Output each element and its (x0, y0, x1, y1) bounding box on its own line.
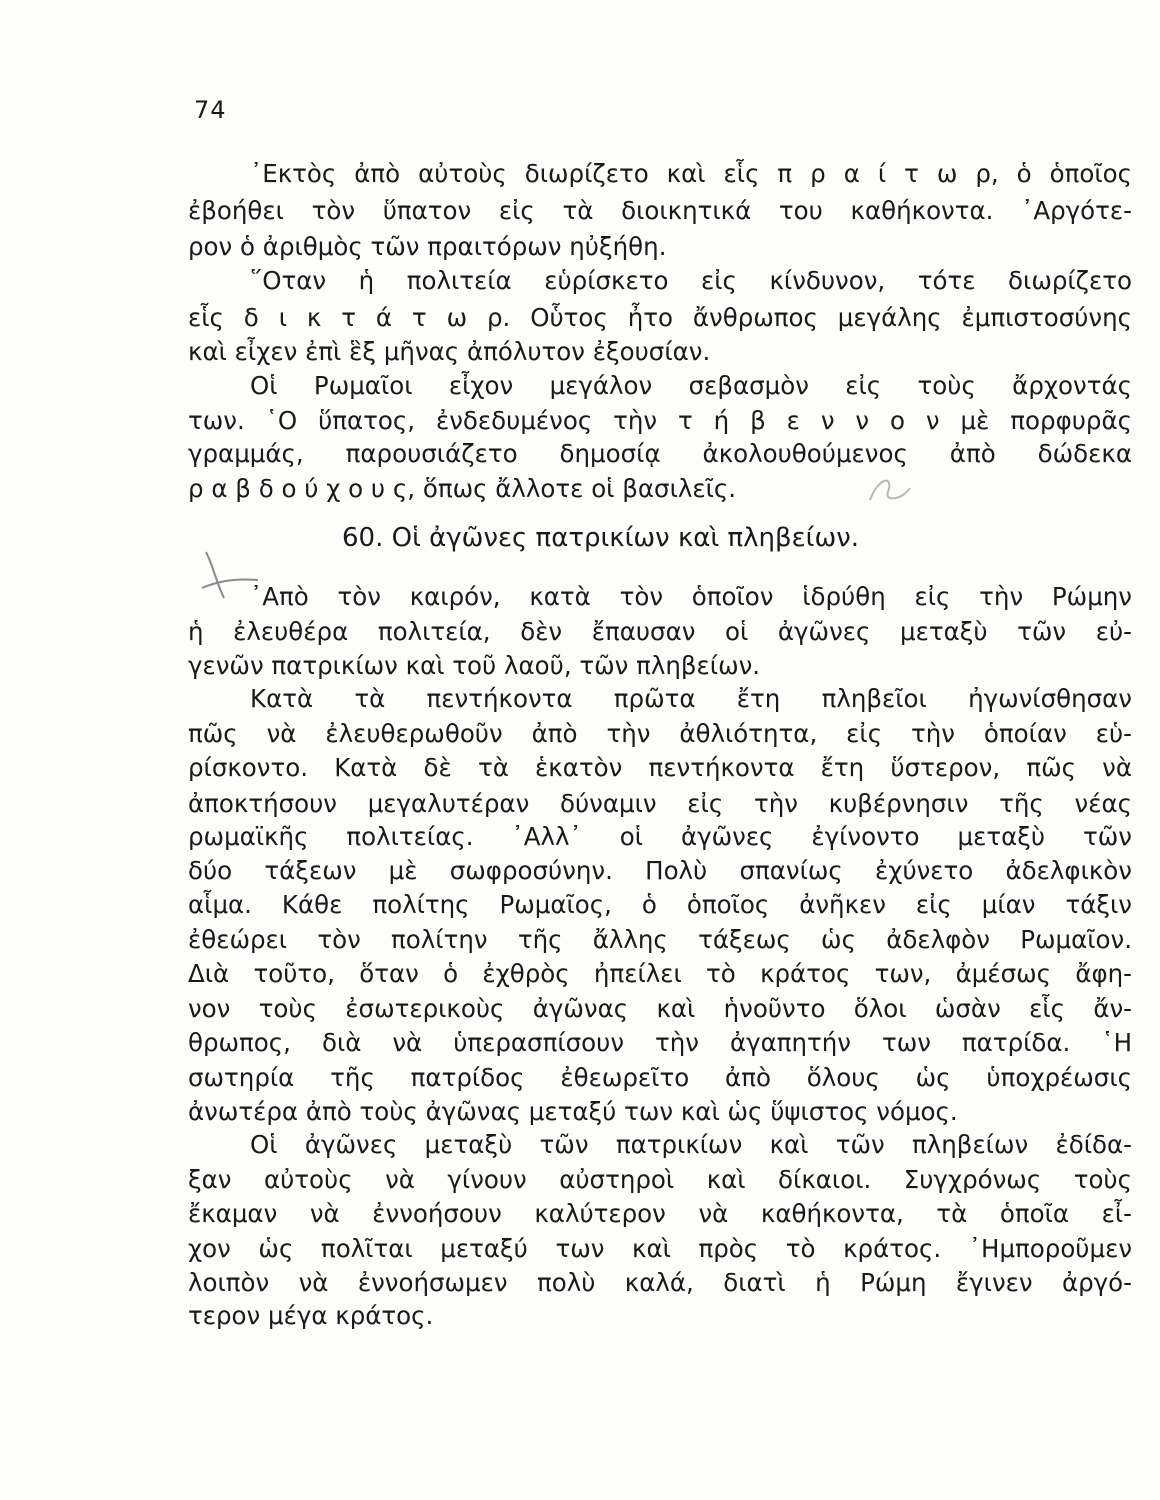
section-heading: 60. Οἱ ἀγῶνες πατρικίων καὶ πληβείων. (342, 523, 860, 553)
text-line: ἡ ἐλευθέρα πολιτεία, δὲν ἔπαυσαν οἱ ἀγῶνες μεταξὺ τῶν εὐ- (188, 617, 1132, 646)
text-line: πῶς νὰ ἐλευθερωθοῦν ἀπὸ τὴν ἀθλιότητα, εἰς τὴν ὁποίαν εὑ- (188, 719, 1132, 748)
text-line: τερον μέγα κράτος. (188, 1301, 434, 1330)
text-line: ἐθεώρει τὸν πολίτην τῆς ἄλλης τάξεως ὡς ἀδελφὸν Ρωμαῖον. (188, 925, 1132, 954)
text-line: λοιπὸν νὰ ἐννοήσωμεν πολὺ καλά, διατὶ ἡ Ρώμη ἔγινεν ἀργό- (188, 1268, 1132, 1297)
text-line: Οἱ ἀγῶνες μεταξὺ τῶν πατρικίων καὶ τῶν πληβείων ἐδίδα- (250, 1130, 1132, 1159)
text-line: σωτηρία τῆς πατρίδος ἐθεωρεῖτο ἀπὸ ὅλους ὡς ὑποχρέωσις (188, 1063, 1132, 1092)
text-line: εἷς δ ι κ τ ά τ ω ρ. Οὗτος ἦτο ἄνθρωπος μεγάλης ἐμπιστοσύνης (188, 303, 1132, 332)
text-line: ῞Οταν ἡ πολιτεία εὑρίσκετο εἰς κίνδυνον, τότε διωρίζετο (250, 266, 1132, 295)
text-line: ἀποκτήσουν μεγαλυτέραν δύναμιν εἰς τὴν κυβέρνησιν τῆς νέας (188, 789, 1132, 818)
text-line: ρον ὁ ἀριθμὸς τῶν πραιτόρων ηὐξήθη. (188, 232, 667, 261)
page-number: 74 (194, 96, 227, 124)
text-line: ἀνωτέρα ἀπὸ τοὺς ἀγῶνας μεταξύ των καὶ ὡς ὕψιστος νόμος. (188, 1097, 958, 1126)
text-line: αἷμα. Κάθε πολίτης Ρωμαῖος, ὁ ὁποῖος ἀνῆκεν εἰς μίαν τάξιν (188, 890, 1132, 919)
text-line: των. ῾Ο ὕπατος, ἐνδεδυμένος τὴν τ ή β ε ν ν ο ν μὲ πορφυρᾶς (188, 406, 1132, 435)
text-line: ᾿Εκτὸς ἀπὸ αὐτοὺς διωρίζετο καὶ εἷς π ρ α ί τ ω ρ, ὁ ὁποῖος (250, 159, 1132, 188)
text-line: ἐβοήθει τὸν ὕπατον εἰς τὰ διοικητικά του καθήκοντα. ᾿Αργότε- (188, 196, 1132, 225)
text-line: ξαν αὐτοὺς νὰ γίνουν αὐστηροὶ καὶ δίκαιοι. Συγχρόνως τοὺς (188, 1165, 1132, 1194)
text-line: θρωπος, διὰ νὰ ὑπερασπίσουν τὴν ἀγαπητήν των πατρίδα. ῾Η (188, 1028, 1132, 1057)
text-line: νον τοὺς ἐσωτερικοὺς ἀγῶνας καὶ ἡνοῦντο ὅλοι ὡσὰν εἷς ἄν- (188, 994, 1132, 1023)
text-line: ρωμαϊκῆς πολιτείας. ᾿Αλλ᾿ οἱ ἀγῶνες ἐγίνοντο μεταξὺ τῶν (188, 822, 1132, 851)
text-line: καὶ εἶχεν ἐπὶ ἓξ μῆνας ἀπόλυτον ἐξουσίαν. (188, 337, 711, 366)
text-line: ᾿Απὸ τὸν καιρόν, κατὰ τὸν ὁποῖον ἱδρύθη εἰς τὴν Ρώμην (250, 582, 1132, 611)
text-line: δύο τάξεων μὲ σωφροσύνην. Πολὺ σπανίως ἐχύνετο ἀδελφικὸν (188, 856, 1132, 885)
text-line: χον ὡς πολῖται μεταξύ των καὶ πρὸς τὸ κράτος. ᾿Ημποροῦμεν (188, 1234, 1132, 1263)
text-line: γραμμάς, παρουσιάζετο δημοσίᾳ ἀκολουθούμενος ἀπὸ δώδεκα (188, 439, 1132, 468)
text-line: ρίσκοντο. Κατὰ δὲ τὰ ἑκατὸν πεντήκοντα ἔτη ὕστερον, πῶς νὰ (188, 753, 1132, 782)
text-line: γενῶν πατρικίων καὶ τοῦ λαοῦ, τῶν πληβείων. (188, 651, 761, 680)
text-line: Οἱ Ρωμαῖοι εἶχον μεγάλον σεβασμὸν εἰς τοὺς ἄρχοντάς (250, 371, 1132, 400)
text-line: ἔκαμαν νὰ ἐννοήσουν καλύτερον νὰ καθήκοντα, τὰ ὁποῖα εἶ- (188, 1199, 1132, 1228)
text-line: Κατὰ τὰ πεντήκοντα πρῶτα ἔτη πληβεῖοι ἠγωνίσθησαν (250, 684, 1132, 713)
text-line: ρ α β δ ο ύ χ ο υ ς, ὅπως ἄλλοτε οἱ βασιλεῖς. (188, 474, 737, 503)
text-line: Διὰ τοῦτο, ὅταν ὁ ἐχθρὸς ἠπείλει τὸ κράτος των, ἀμέσως ἄφη- (188, 959, 1132, 988)
